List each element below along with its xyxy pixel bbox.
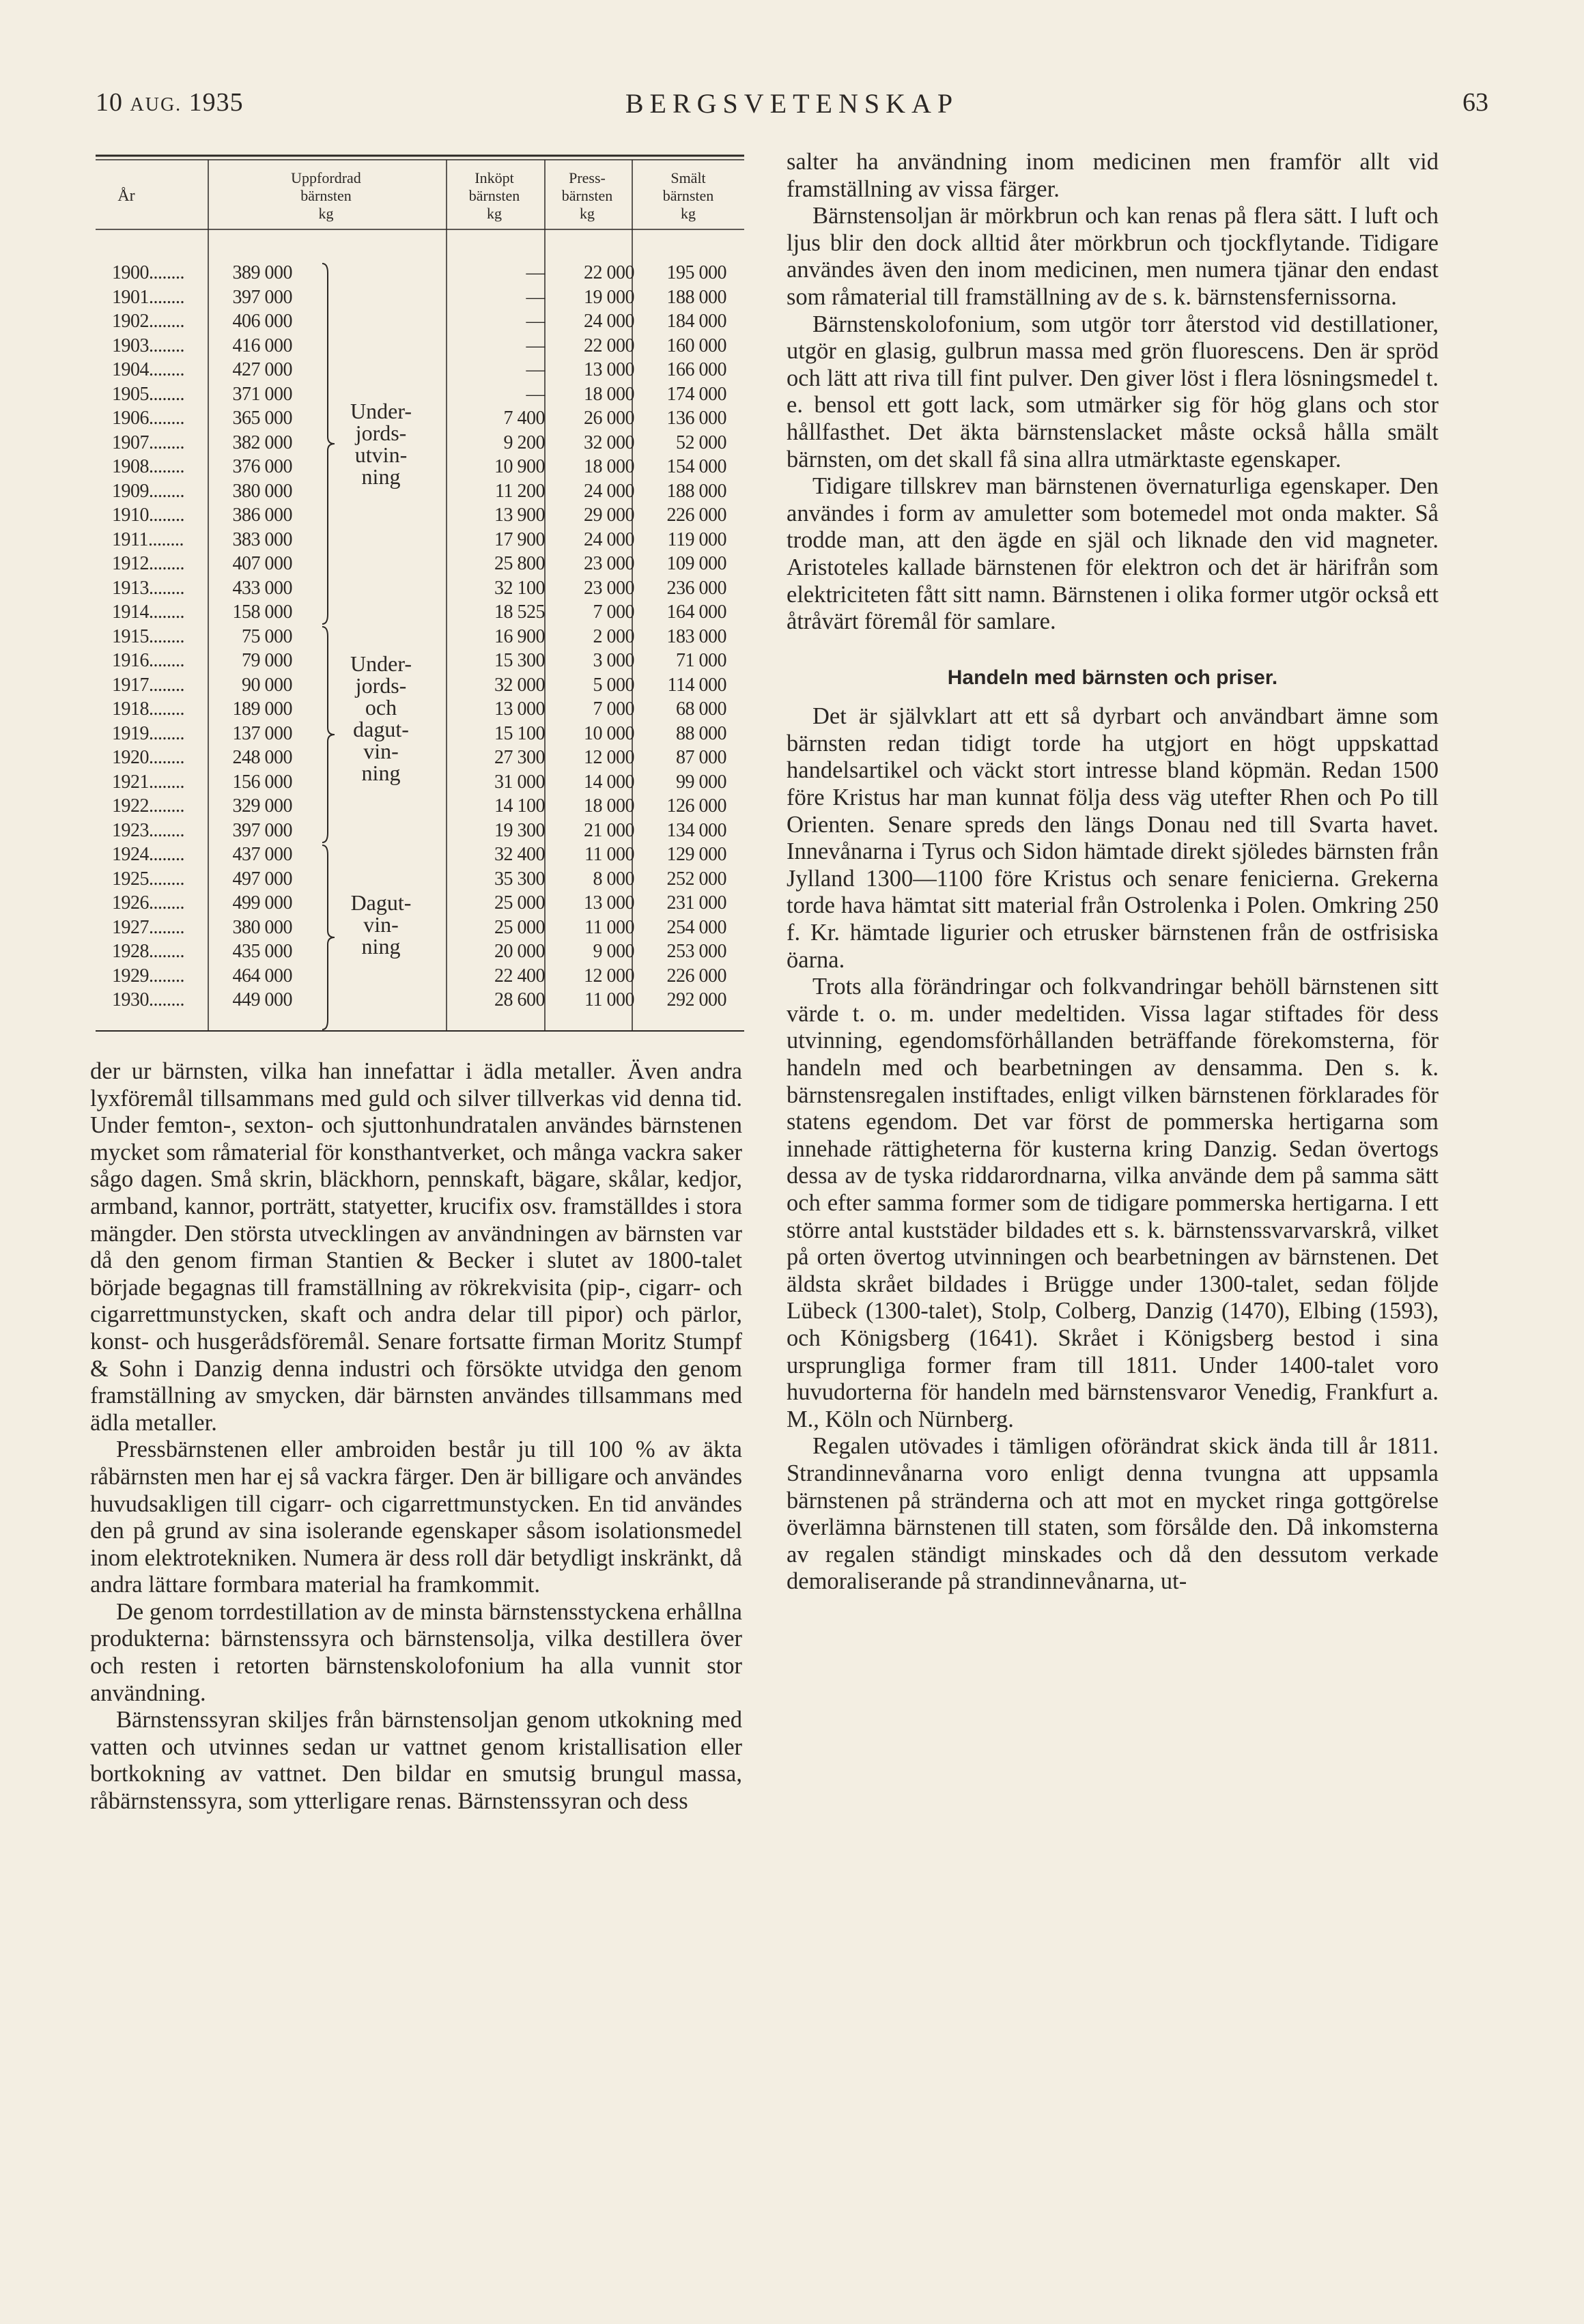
header-pressed-line: Press- xyxy=(569,169,606,186)
cell-purchased: 25 000 xyxy=(494,892,545,913)
cell-melted: 119 000 xyxy=(667,528,726,550)
cell-underground: 386 000 xyxy=(232,505,292,526)
cell-pressed: 11 000 xyxy=(584,989,634,1010)
cell-purchased: 9 200 xyxy=(503,431,545,453)
cell-pressed: 13 000 xyxy=(584,892,634,913)
cell-pressed: 11 000 xyxy=(584,844,634,865)
header-month: AUG. xyxy=(130,94,182,115)
row-year: 1912........ xyxy=(112,553,184,574)
row-year: 1917........ xyxy=(112,674,184,696)
cell-melted: 114 000 xyxy=(667,674,726,696)
header-underground-line: bärnsten xyxy=(300,187,352,204)
cell-melted: 236 000 xyxy=(666,577,726,599)
row-year: 1920........ xyxy=(112,747,184,768)
row-year: 1904........ xyxy=(112,359,184,380)
group-surface-label xyxy=(340,892,422,957)
cell-underground: 75 000 xyxy=(242,625,292,647)
cell-underground: 383 000 xyxy=(232,528,292,550)
group-mixed-label xyxy=(340,653,422,784)
cell-purchased: 32 000 xyxy=(494,674,545,696)
cell-underground: 437 000 xyxy=(232,844,292,865)
group-label-line: dagut- xyxy=(353,717,409,741)
cell-underground: 464 000 xyxy=(232,965,292,987)
row-year: 1925........ xyxy=(112,868,184,890)
paragraph: Bärnstenssyran skiljes från bärnstensoljan genom utkokning med vatten och utvinnes sedan ur vattnet genom kristallisation eller bortkokning av vattnet. Den bildar en smutsig brungul massa, råbärnstenssyra, som ytterligare renas. Bärnstenssyran och dess xyxy=(90,1707,742,1815)
cell-purchased: 31 000 xyxy=(494,771,545,793)
cell-underground: 435 000 xyxy=(232,941,292,962)
header-melted xyxy=(632,169,744,223)
cell-melted: 195 000 xyxy=(666,262,726,283)
header-melted-line: Smält xyxy=(670,169,706,186)
header-underground-line: kg xyxy=(318,205,334,222)
cell-underground: 376 000 xyxy=(232,456,292,477)
row-year: 1918........ xyxy=(112,698,184,720)
row-year: 1926........ xyxy=(112,892,184,913)
cell-underground: 371 000 xyxy=(232,383,292,405)
row-year: 1913........ xyxy=(112,577,184,599)
cell-pressed: 5 000 xyxy=(593,674,634,696)
row-year: 1930........ xyxy=(112,989,184,1010)
row-year: 1903........ xyxy=(112,335,184,356)
cell-pressed: 18 000 xyxy=(584,383,634,405)
brace-mixed xyxy=(322,627,335,842)
cell-purchased: 32 100 xyxy=(494,577,545,599)
cell-pressed: 8 000 xyxy=(593,868,634,890)
row-year: 1909........ xyxy=(112,480,184,502)
cell-underground: 449 000 xyxy=(232,989,292,1010)
cell-melted: 154 000 xyxy=(666,456,726,477)
header-purchased-line: bärnsten xyxy=(468,187,520,204)
cell-underground: 406 000 xyxy=(232,311,292,332)
cell-purchased: 15 300 xyxy=(494,650,545,671)
cell-underground: 365 000 xyxy=(232,408,292,429)
page-number: 63 xyxy=(1462,88,1488,117)
cell-purchased: 13 000 xyxy=(494,698,545,720)
row-year: 1900........ xyxy=(112,262,184,283)
header-day: 10 xyxy=(96,88,123,117)
cell-purchased: 32 400 xyxy=(494,844,545,865)
brace-underground xyxy=(322,264,335,624)
cell-melted: 126 000 xyxy=(666,795,726,817)
group-label-line: vin- xyxy=(363,912,399,937)
header-melted-line: kg xyxy=(681,205,696,222)
group-label-line: Dagut- xyxy=(350,890,412,915)
cell-purchased: 11 200 xyxy=(495,480,545,502)
cell-pressed: 13 000 xyxy=(584,359,634,380)
cell-purchased: — xyxy=(526,359,545,380)
header-purchased-line: kg xyxy=(487,205,502,222)
cell-purchased: 14 100 xyxy=(494,795,545,817)
cell-melted: 109 000 xyxy=(666,553,726,574)
cell-underground: 90 000 xyxy=(242,674,292,696)
cell-melted: 292 000 xyxy=(666,989,726,1010)
cell-underground: 380 000 xyxy=(232,916,292,938)
cell-melted: 88 000 xyxy=(676,722,726,744)
row-year: 1906........ xyxy=(112,408,184,429)
row-year: 1911........ xyxy=(112,528,184,550)
journal-title: BERGSVETENSKAP xyxy=(625,88,959,119)
cell-pressed: 7 000 xyxy=(593,698,634,720)
header-pressed-line: bärnsten xyxy=(561,187,613,204)
cell-pressed: 24 000 xyxy=(584,311,634,332)
cell-underground: 433 000 xyxy=(232,577,292,599)
cell-melted: 174 000 xyxy=(666,383,726,405)
cell-underground: 397 000 xyxy=(232,819,292,841)
cell-purchased: 10 900 xyxy=(494,456,545,477)
cell-pressed: 21 000 xyxy=(584,819,634,841)
cell-pressed: 9 000 xyxy=(593,941,634,962)
row-year: 1907........ xyxy=(112,431,184,453)
cell-underground: 382 000 xyxy=(232,431,292,453)
cell-purchased: 7 400 xyxy=(503,408,545,429)
cell-pressed: 3 000 xyxy=(593,650,634,671)
cell-underground: 156 000 xyxy=(232,771,292,793)
amber-production-table xyxy=(96,154,744,1032)
cell-pressed: 26 000 xyxy=(584,408,634,429)
group-label-line: jords- xyxy=(355,421,407,445)
cell-underground: 137 000 xyxy=(232,722,292,744)
cell-purchased: — xyxy=(526,286,545,308)
cell-purchased: 17 900 xyxy=(494,528,545,550)
row-year: 1919........ xyxy=(112,722,184,744)
row-year: 1928........ xyxy=(112,941,184,962)
cell-melted: 231 000 xyxy=(666,892,726,913)
row-year: 1921........ xyxy=(112,771,184,793)
group-label-line: ning xyxy=(361,934,401,959)
brace-surface xyxy=(322,845,335,1030)
paragraph: De genom torrdestillation av de minsta bärnstensstyckena erhållna produkterna: bärnstenssyra och bärnstensolja, vilka destillera över och resten i retorten bärnstenskolofonium ha alla vunnit stor användning. xyxy=(90,1598,742,1706)
cell-purchased: 22 400 xyxy=(494,965,545,987)
cell-pressed: 19 000 xyxy=(584,286,634,308)
cell-underground: 499 000 xyxy=(232,892,292,913)
cell-pressed: 12 000 xyxy=(584,747,634,768)
cell-underground: 389 000 xyxy=(232,262,292,283)
cell-underground: 407 000 xyxy=(232,553,292,574)
cell-purchased: 28 600 xyxy=(494,989,545,1010)
cell-purchased: 15 100 xyxy=(494,722,545,744)
cell-pressed: 23 000 xyxy=(584,577,634,599)
cell-underground: 79 000 xyxy=(242,650,292,671)
cell-melted: 226 000 xyxy=(666,965,726,987)
cell-pressed: 11 000 xyxy=(584,916,634,938)
cell-melted: 71 000 xyxy=(676,650,726,671)
group-label-line: ning xyxy=(361,464,401,489)
cell-melted: 87 000 xyxy=(676,747,726,768)
row-year: 1914........ xyxy=(112,601,184,623)
paragraph: Bärnstenskolofonium, som utgör torr återstod vid destillationer, utgör en glasig, gulbrun massa med grön fluorescens. Den är spröd och lätt att riva till fint pulver. Den giver löst i flera lösningsmedel t. e. bensol ett gott lack, som utmärker sig för hög glans och stor hållfasthet. Det äkta bärnstenslacket måste också hålla smält bärnsten, om det skall få sina allra utmärktaste egenskaper. xyxy=(787,311,1439,472)
row-year: 1901........ xyxy=(112,286,184,308)
header-pressed-line: kg xyxy=(580,205,595,222)
group-label-line: ning xyxy=(361,761,401,785)
cell-melted: 252 000 xyxy=(666,868,726,890)
paragraph: der ur bärnsten, vilka han innefattar i ädla metaller. Även andra lyxföremål tillsammans med guld och silver tillverkas vid denna tid. Under femton-, sexton- och sjuttonhundratalen användes bärnstenen mycket som råmaterial för konsthantverket, och många vackra saker sågo dagen. Små skrin, bläckhorn, pennskaft, bägare, skålar, kedjor, armband, kannor, porträtt, statyetter, krucifix osv. framställdes i stora mängder. Den största utvecklingen av användningen av bärnsten var då den genom firman Stantien & Becker i slutet av 1800-talet började begagnas till framställning av rökrekvisita (pip-, cigarr- och cigarrettmunstycken, skaft och andra delar till pipor) och pärlor, konst- och husgerådsföremål. Senare fortsatte firman Moritz Stumpf & Sohn i Danzig denna industri och försökte utvidga den genom framställning av smycken, där bärnsten användes tillsammans med ädla metaller. xyxy=(90,1058,742,1436)
cell-pressed: 23 000 xyxy=(584,553,634,574)
cell-underground: 397 000 xyxy=(232,286,292,308)
header-underground xyxy=(208,169,444,223)
paragraph: Det är självklart att ett så dyrbart och användbart ämne som bärnsten redan tidigt torde ha utgjort en högt uppskattad handelsartikel och väckt stort intresse bland köpmän. Redan 1500 före Kristus har man kunnat följa dess väg utefter Rhen och Po till Orienten. Senare spreds den längs Donau ned till Svarta havet. Innevånarna i Tyrus och Sidon hämtade direkt sjöledes bärnsten från Jylland 1300—1100 före Kristus och senare fenicierna. Grekerna torde hava hämtat sitt material från Ostrolenka i Polen. Omkring 250 f. Kr. hämtade ligurier och etrusker bärnstenen från de ostfrisiska öarna. xyxy=(787,703,1439,973)
cell-pressed: 24 000 xyxy=(584,528,634,550)
row-year: 1916........ xyxy=(112,650,184,671)
group-label-line: och xyxy=(365,695,397,720)
cell-underground: 248 000 xyxy=(232,747,292,768)
cell-pressed: 10 000 xyxy=(584,722,634,744)
cell-melted: 226 000 xyxy=(666,505,726,526)
cell-pressed: 24 000 xyxy=(584,480,634,502)
cell-melted: 164 000 xyxy=(666,601,726,623)
group-label-line: jords- xyxy=(355,673,407,698)
row-year: 1915........ xyxy=(112,625,184,647)
row-year: 1902........ xyxy=(112,311,184,332)
cell-purchased: 20 000 xyxy=(494,941,545,962)
group-underground-label xyxy=(340,400,422,487)
header-melted-line: bärnsten xyxy=(662,187,714,204)
header-pressed xyxy=(545,169,630,223)
cell-melted: 166 000 xyxy=(666,359,726,380)
group-label-line: Under- xyxy=(350,399,412,423)
cell-melted: 160 000 xyxy=(666,335,726,356)
group-label-line: vin- xyxy=(363,739,399,763)
cell-pressed: 18 000 xyxy=(584,456,634,477)
cell-melted: 253 000 xyxy=(666,941,726,962)
cell-underground: 158 000 xyxy=(232,601,292,623)
paragraph: Pressbärnstenen eller ambroiden består ju till 100 % av äkta råbärnsten men har ej så vackra färger. Den är billigare och användes huvudsakligen till cigarr- och cigarrettmunstycken. En tid användes den på grund av sina isolerande egenskaper såsom isolationsmedel inom elektrotekniken. Numera är dess roll där betydligt inskränkt, då andra lättare formbara material ha framkommit. xyxy=(90,1436,742,1598)
cell-pressed: 7 000 xyxy=(593,601,634,623)
cell-pressed: 18 000 xyxy=(584,795,634,817)
row-year: 1910........ xyxy=(112,505,184,526)
paragraph: Trots alla förändringar och folkvandringar behöll bärnstenen sitt värde t. o. m. under medeltiden. Vissa lagar stiftades för dess utvinning, egendomsförhållanden beträffande förekomsterna, för handeln med och bearbetningen av densamma. Den s. k. bärnstensregalen instiftades, enligt vilken bärnstenen förklarades för statens egendom. Det var först de pommerska hertigarna som innehade rättigheterna för kusterna kring Danzig. Sedan övertogs dessa av de tyska riddarordnarna, vilka använde dem på samma sätt och efter samma former som de tidigare pommerska hertigarna. I ett större antal kuststäder bildades ett s. k. bärnstenssvarvarskrå, vilket på orten övertog utvinningen och bearbetningen av bärnstenen. Det äldsta skrået bildades i Brügge under 1300-talet, sedan följde Lübeck (1300-talet), Stolp, Colberg, Danzig (1470), Elbing (1593), och Königsberg (1641). Skrået i Königsberg bestod i sina ursprungliga former fram till 1811. Under 1400-talet voro huvudorterna för handeln med bärnstensvaror Venedig, Frankfurt a. M., Köln och Nürnberg. xyxy=(787,974,1439,1432)
header-underground-line: Uppfordrad xyxy=(291,169,361,186)
paragraph: Tidigare tillskrev man bärnstenen övernaturliga egenskaper. Den användes i form av amuletter som botemedel mot onda makter. Så trodde man, att den ägde en själ och liknade den vid magneter. Aristoteles kallade bärnstenen för elektron och det är härifrån som elektriciteten fått sitt namn. Bärnstenen i olika former utgör också ett åtråvärt föremål för samlare. xyxy=(787,473,1439,635)
cell-melted: 134 000 xyxy=(666,819,726,841)
header-purchased xyxy=(447,169,542,223)
cell-purchased: — xyxy=(526,383,545,405)
row-year: 1927........ xyxy=(112,916,184,938)
cell-purchased: 13 900 xyxy=(494,505,545,526)
cell-purchased: 27 300 xyxy=(494,747,545,768)
cell-melted: 136 000 xyxy=(666,408,726,429)
cell-underground: 427 000 xyxy=(232,359,292,380)
cell-underground: 497 000 xyxy=(232,868,292,890)
cell-pressed: 2 000 xyxy=(593,625,634,647)
cell-pressed: 32 000 xyxy=(584,431,634,453)
left-column-text xyxy=(90,1058,742,1815)
group-label-line: Under- xyxy=(350,651,412,676)
cell-purchased: — xyxy=(526,311,545,332)
cell-melted: 188 000 xyxy=(666,480,726,502)
cell-pressed: 12 000 xyxy=(584,965,634,987)
group-label-line: utvin- xyxy=(354,442,408,467)
paragraph: Regalen utövades i tämligen oförändrat skick ända till år 1811. Strandinnevånarna voro enligt denna tvungna att uppsamla bärnstenen på stränderna och att mot en mycket ringa gottgörelse överlämna bärnstenen till staten, som försålde den. Då inkomsterna av regalen ständigt minskades och då den dessutom verkade demoraliserande på strandinnevånarna, ut- xyxy=(787,1433,1439,1595)
cell-purchased: 18 525 xyxy=(494,601,545,623)
cell-melted: 184 000 xyxy=(666,311,726,332)
row-year: 1905........ xyxy=(112,383,184,405)
cell-melted: 129 000 xyxy=(666,844,726,865)
cell-underground: 189 000 xyxy=(232,698,292,720)
cell-purchased: 25 800 xyxy=(494,553,545,574)
cell-purchased: 16 900 xyxy=(494,625,545,647)
cell-pressed: 29 000 xyxy=(584,505,634,526)
cell-purchased: 25 000 xyxy=(494,916,545,938)
cell-purchased: — xyxy=(526,335,545,356)
cell-purchased: — xyxy=(526,262,545,283)
cell-pressed: 14 000 xyxy=(584,771,634,793)
cell-melted: 188 000 xyxy=(666,286,726,308)
header-year: 1935 xyxy=(188,88,244,117)
header-year: År xyxy=(117,187,135,205)
right-column-text xyxy=(787,149,1439,1596)
row-year: 1929........ xyxy=(112,965,184,987)
cell-pressed: 22 000 xyxy=(584,262,634,283)
row-year: 1908........ xyxy=(112,456,184,477)
cell-underground: 416 000 xyxy=(232,335,292,356)
row-year: 1924........ xyxy=(112,844,184,865)
cell-melted: 183 000 xyxy=(666,625,726,647)
cell-melted: 52 000 xyxy=(676,431,726,453)
running-header xyxy=(96,87,1488,128)
paragraph: salter ha användning inom medicinen men framför allt vid framställning av vissa färger. xyxy=(787,149,1439,202)
row-year: 1923........ xyxy=(112,819,184,841)
header-purchased-line: Inköpt xyxy=(475,169,514,186)
cell-pressed: 22 000 xyxy=(584,335,634,356)
cell-purchased: 19 300 xyxy=(494,819,545,841)
cell-purchased: 35 300 xyxy=(494,868,545,890)
cell-melted: 254 000 xyxy=(666,916,726,938)
section-heading: Handeln med bärnsten och priser. xyxy=(947,666,1278,689)
row-year: 1922........ xyxy=(112,795,184,817)
paragraph: Bärnstensoljan är mörkbrun och kan renas på flera sätt. I luft och ljus blir den dock alltid åter mörkbrun och tjockflytande. Tidigare användes även den inom medicinen, men numera tjänar den endast som råmaterial till framställning av de s. k. bärnstensfernissorna. xyxy=(787,203,1439,310)
cell-underground: 329 000 xyxy=(232,795,292,817)
cell-underground: 380 000 xyxy=(232,480,292,502)
cell-melted: 68 000 xyxy=(676,698,726,720)
cell-melted: 99 000 xyxy=(676,771,726,793)
